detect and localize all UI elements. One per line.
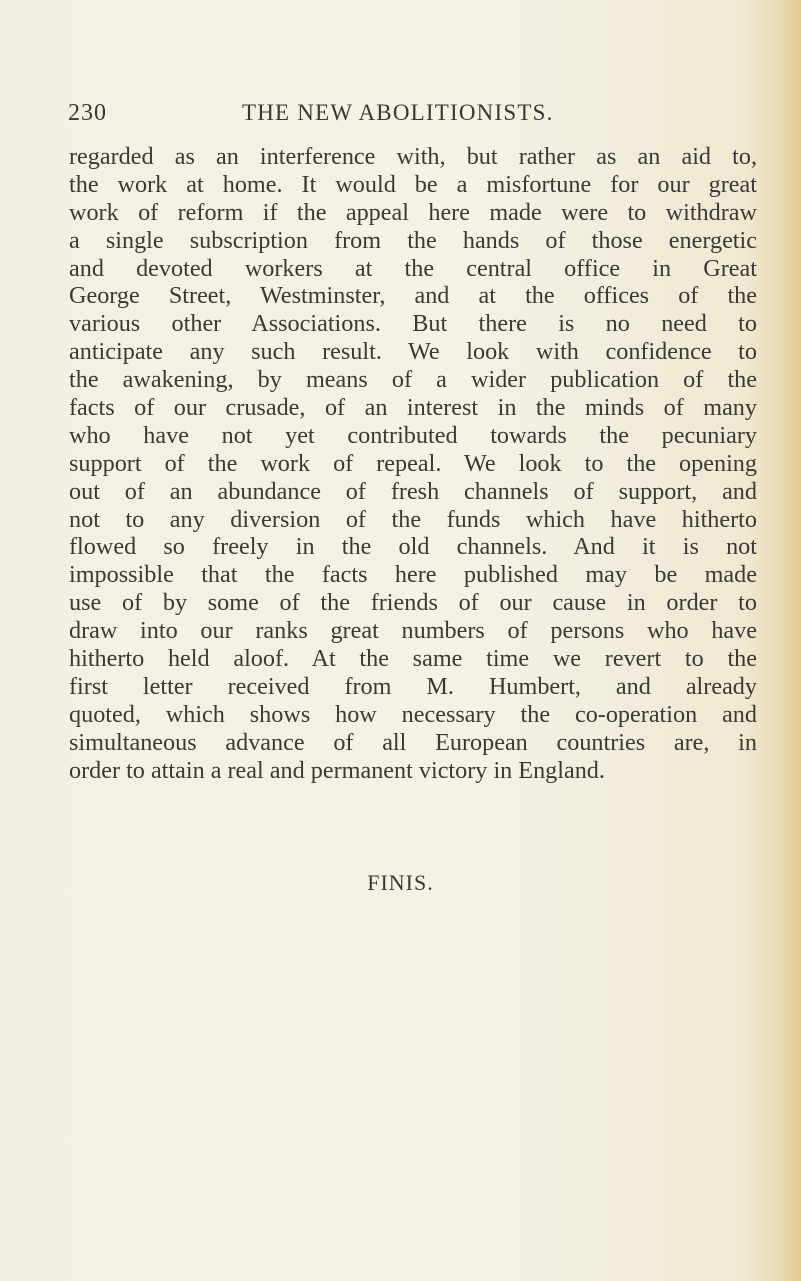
text-line: impossible that the facts here published may be made [69, 561, 757, 589]
text-line: support of the work of repeal. We look to the opening [69, 449, 757, 477]
text-line: not to any diversion of the funds which have hitherto [69, 505, 757, 533]
text-line: first letter received from M. Humbert, and already [69, 672, 757, 700]
text-line: the awakening, by means of a wider publication of the [69, 366, 757, 394]
text-line: regarded as an interference with, but rather as an aid to, [69, 143, 757, 170]
text-line: the work at home. It would be a misfortune for our great [69, 170, 757, 198]
text-line: out of an abundance of fresh channels of support, and [69, 477, 757, 505]
text-line: anticipate any such result. We look with confidence to [69, 338, 757, 366]
text-line: flowed so freely in the old channels. And it is not [69, 533, 757, 561]
text-line: quoted, which shows how necessary the co-operation and [69, 700, 757, 728]
text-line: various other Associations. But there is no need to [69, 310, 757, 338]
page-edge-stain [779, 0, 801, 1281]
text-line: simultaneous advance of all European countries are, in [69, 728, 757, 756]
text-line: use of by some of the friends of our cause in order to [69, 589, 757, 617]
text-line: a single subscription from the hands of those energetic [69, 226, 757, 254]
text-line: order to attain a real and permanent victory in England. [69, 756, 605, 784]
text-line: and devoted workers at the central office in Great [69, 254, 757, 282]
running-title: THE NEW ABOLITIONISTS. [242, 100, 554, 125]
finis-label: FINIS. [367, 870, 434, 895]
text-line: hitherto held aloof. At the same time we revert to the [69, 645, 757, 673]
text-line: draw into our ranks great numbers of persons who have [69, 617, 757, 645]
page-number: 230 [68, 100, 107, 126]
text-line: George Street, Westminster, and at the offices of the [69, 282, 757, 310]
running-head [68, 100, 758, 136]
text-line: facts of our crusade, of an interest in the minds of many [69, 394, 757, 422]
text-line: work of reform if the appeal here made were to withdraw [69, 198, 757, 226]
text-line: who have not yet contributed towards the pecuniary [69, 421, 757, 449]
body-paragraph [69, 143, 757, 784]
